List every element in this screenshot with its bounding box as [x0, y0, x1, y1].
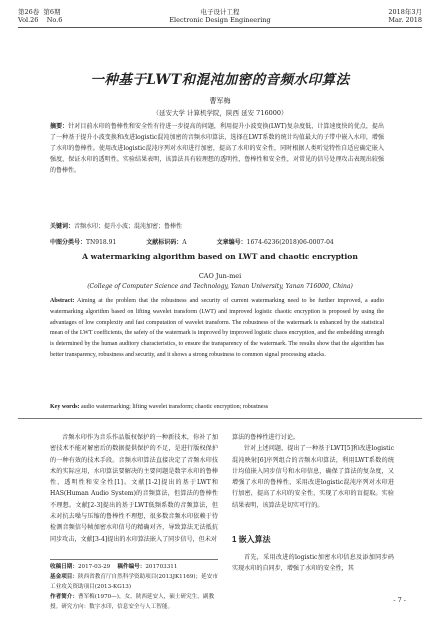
- abstract-zh-text: 针对目前水印的鲁棒性和安全性有待进一步提高的问题，利用提升小波变换(LWT)复杂度低，计算速度快的优点，提出了一种基于提升小波变换和改进logistic混沌加密的音频水印算法，选择在LWT系数的统计均值最大的子带中嵌入水印，增强了水印的鲁棒性。使用改进logistic混沌序列对水印进行加密，提高了水印的安全性，同时根据人类听觉特性自适应确定嵌入强度，保证水印的透明性。实验结果表明，该算法具有较理想的透明性，鲁棒性和安全性，对常见的信号处理攻击表现出较强的鲁棒性。: [50, 123, 384, 174]
- article-number: [217, 237, 334, 246]
- date-zh: 2018年3月: [388, 8, 422, 16]
- abstract-en-label: Abstract:: [50, 298, 75, 304]
- journal-name-en: Electronic Design Engineering: [169, 16, 271, 24]
- keywords-en-label: Key words:: [50, 404, 80, 410]
- body-right-para-2: 针对上述问题，提出了一种基于LWT[5]和改进logistic混沌映射[6]序列组合的音频水印算法，利用LWT系数的统计均值嵌入同步信号和水印信息，确保了算法的复杂度，又增强了水印的鲁棒性，采用改进logistic混沌序列对水印进行加密，提高了水印的安全性，实现了水印的盲提取。实验结果表明，该算法是切实可行的。: [232, 445, 394, 509]
- author-zh: 曹军梅: [209, 97, 231, 105]
- abstract-en-text: Aiming at the problem that the robustness and security of current watermarking need to be further improved, a audio watermarking algorithm based on lifting wavelet transform (LWT) and improved logistic chaotic encryption is proposed by using the advantages of low complexity and fast computation of wavelet transform. The robustness of the watermark is enhanced by the statistical mean of the LWT coefficients, the safety of the watermark is improved by improved logistic chaos encryption, and the embedding strength is determined by the human auditory characteristics, to ensure the transparency of the watermark. The results show that the algorithm has better transparency, robustness and security, and it shows a strong robustness to common signal processing attacks.: [50, 298, 384, 358]
- page-number: - 7 -: [393, 596, 406, 604]
- clc-value: TN918.91: [86, 239, 117, 246]
- footnote-dates: [50, 562, 218, 572]
- body-right-para-1: 算法的鲁棒性进行讨论。: [232, 434, 300, 441]
- author-en: CAO Jun-mei: [198, 272, 242, 280]
- fund-label: 基金项目：: [50, 574, 78, 580]
- keywords-en-text: audio watermarking; lifting wavelet transform; chaotic encryption; robustness: [81, 404, 269, 410]
- article-value: 1674-6236(2018)06-0007-04: [246, 239, 334, 246]
- footnote-divider: [50, 559, 218, 560]
- abstract-zh: [50, 122, 384, 177]
- journal-name-zh: 电子设计工程: [200, 8, 240, 16]
- header-date: [388, 8, 422, 24]
- paper-title-en: A watermarking algorithm based on LWT and chaotic encryption: [82, 252, 358, 261]
- editor-label: 稿件编号：: [117, 564, 146, 570]
- volume-en: Vol.26: [18, 16, 39, 24]
- header-divider: [18, 27, 422, 28]
- classification-line: [50, 237, 384, 246]
- section-paragraph: 首先，采用改进的logistic加密水印信息及添加同步码实现水印的自同步，增强了水印的安全性，其: [232, 554, 394, 573]
- issue-en: No.6: [46, 16, 63, 24]
- editor-number: 201703311: [145, 564, 178, 570]
- received-label: 收稿日期：: [50, 564, 78, 570]
- section-divider: [18, 418, 422, 419]
- keywords-zh-label: 关键词：: [50, 223, 75, 230]
- footnote-fund: [50, 572, 218, 592]
- received-date: 2017-03-29: [77, 564, 111, 570]
- doc-code: [146, 237, 186, 246]
- affiliation-zh: （延安大学 计算机学院，陕西 延安 716000）: [152, 109, 288, 117]
- doc-label: 文献标识码：: [146, 239, 183, 246]
- bio-text: 曹军梅(1970—)，女，陕西延安人，硕士研究生，副教授。研究方向：数字水印，信息安全与人工智能。: [50, 594, 215, 610]
- abstract-zh-label: 摘要：: [50, 123, 69, 130]
- clc-label: 中图分类号：: [50, 239, 87, 246]
- bio-label: 作者简介：: [50, 594, 78, 600]
- issue-zh: 第6期: [43, 8, 61, 16]
- keywords-zh: [50, 222, 384, 233]
- paper-title-zh: 一种基于LWT和混沌加密的音频水印算法: [90, 72, 350, 88]
- fund-text: 陕西省教育厅自然科学资助项目(2013JK1169)；延安市工业攻关资助项目(2013-KG13): [50, 574, 218, 590]
- footnote-bio: [50, 592, 218, 612]
- affiliation-en: (College of Computer Science and Technology, Yanan University, Yanan 716000, China): [87, 283, 353, 290]
- body-right-column: [232, 432, 394, 511]
- date-en: Mar. 2018: [388, 16, 422, 24]
- section-heading: 1 嵌入算法: [232, 535, 271, 544]
- article-label: 文章编号：: [216, 239, 247, 246]
- keywords-en: [50, 404, 384, 410]
- body-left-paragraph: 音频水印作为音乐作品版权保护的一种新技术，你补了加密技术不能对解密后的数据提供保护的不足，是进行版权保护的一种有效的技术手段。音频水印算法直接决定了音频水印技术的实际应用，水印算法要解决的主要问题是数字水印的鲁棒性、透明性和安全性[1]。文献[1-2]提出的基于LWT和HAS(Human Audio System)的音频算法，但算法的鲁棒性不理想。文献[2-3]提出的基于LWT低频系数的音频算法，但未对抗去噪与压缩的鲁棒性不理想，很多数音频水印依赖于待检测音频信号帧加密水印信号的精确对齐，导致算法无法抵抗同步攻击，文献[3-4]提出的水印算法嵌入了同步信号，但未对: [50, 434, 218, 543]
- keywords-zh-text: 音频水印；提升小波；混沌加密；鲁棒性: [74, 223, 183, 230]
- doc-value: A: [182, 239, 187, 246]
- header-journal: [0, 8, 440, 24]
- clc-number: [50, 237, 116, 246]
- volume-zh: 第26卷: [18, 8, 40, 16]
- abstract-en: [50, 296, 384, 361]
